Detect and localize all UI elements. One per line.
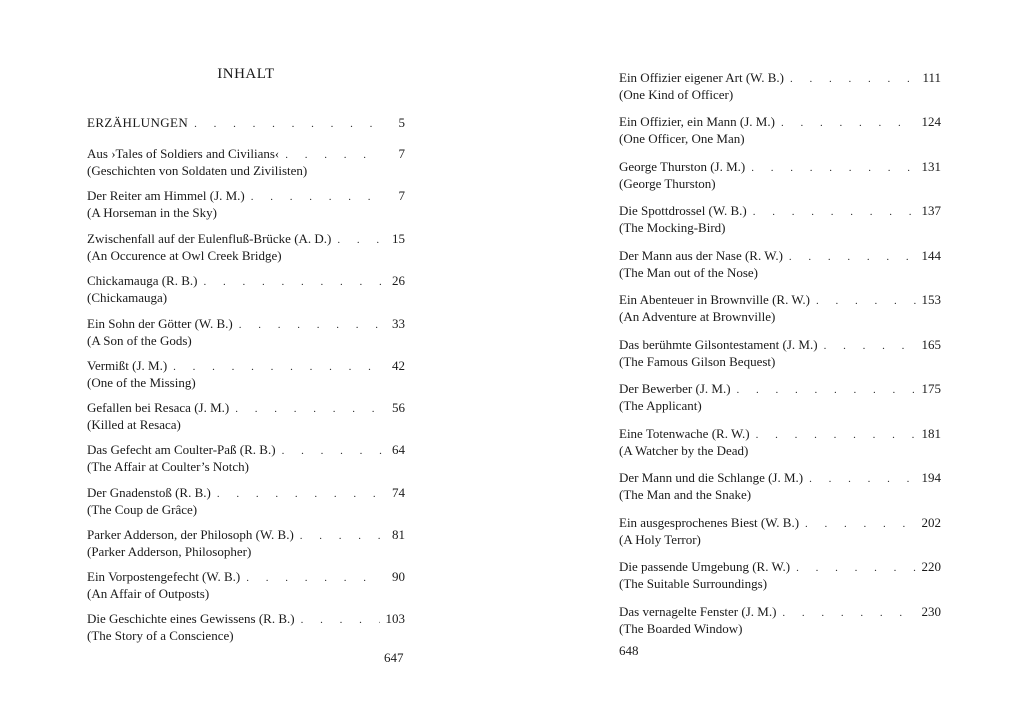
toc-entry (619, 381, 941, 413)
entry-page-number: 90 (392, 569, 405, 584)
dot-leader (805, 517, 915, 532)
entry-original-title: (The Boarded Window) (619, 621, 743, 636)
entry-title: Der Gnadenstoß (R. B.) (87, 485, 211, 500)
entry-original-title: (Geschichten von Soldaten und Zivilisten) (87, 163, 308, 178)
toc-entry (619, 426, 941, 458)
entry-title: Vermißt (J. M.) (87, 358, 168, 373)
entry-original-title: (Parker Adderson, Philosopher) (87, 544, 252, 559)
toc-entry (87, 358, 405, 390)
entry-title: Der Bewerber (J. M.) (619, 381, 731, 396)
entry-page-number: 124 (921, 114, 941, 129)
section-heading (87, 115, 405, 131)
entry-original-title: (Killed at Resaca) (87, 417, 181, 432)
entry-original-title: (The Affair at Coulter’s Notch) (87, 459, 249, 474)
dot-leader (285, 148, 383, 163)
entry-page-number: 64 (392, 442, 405, 457)
entry-original-title: (The Story of a Conscience) (87, 628, 234, 643)
toc-entry (87, 316, 405, 348)
entry-original-title: (An Affair of Outposts) (87, 586, 210, 601)
entry-page-number: 144 (921, 248, 941, 263)
entry-title: Chickamauga (R. B.) (87, 273, 198, 288)
entry-original-title: (A Holy Terror) (619, 532, 701, 547)
entry-original-title: (The Famous Gilson Bequest) (619, 354, 776, 369)
entry-title: Der Mann und die Schlange (J. M.) (619, 470, 804, 485)
toc-entry (87, 527, 405, 559)
entry-page-number: 220 (921, 559, 941, 574)
entry-page-number: 33 (392, 316, 405, 331)
right-page (510, 0, 1020, 724)
toc-entry (619, 159, 941, 191)
toc-entry (619, 604, 941, 636)
entry-page-number: 7 (398, 146, 405, 161)
dot-leader (782, 606, 915, 621)
entry-title: Gefallen bei Resaca (J. M.) (87, 400, 230, 415)
entry-original-title: (Chickamauga) (87, 290, 168, 305)
entry-title: Das vernagelte Fenster (J. M.) (619, 604, 777, 619)
toc-entry (87, 231, 405, 263)
entry-page-number: 153 (921, 292, 941, 307)
entry-original-title: (An Occurence at Owl Creek Bridge) (87, 248, 282, 263)
entry-page-number: 181 (921, 426, 941, 441)
toc-entry (87, 146, 405, 178)
entry-page-number: 137 (921, 203, 941, 218)
entry-original-title: (The Suitable Surroundings) (619, 576, 768, 591)
entry-title: Das berühmte Gilsontestament (J. M.) (619, 337, 818, 352)
entry-original-title: (The Coup de Grâce) (87, 502, 198, 517)
toc-entry (619, 292, 941, 324)
toc-entry (87, 400, 405, 432)
toc-entry (619, 203, 941, 235)
dot-leader (282, 444, 383, 459)
toc-entry (87, 485, 405, 517)
entry-original-title: (One Kind of Officer) (619, 87, 734, 102)
entry-original-title: (The Man out of the Nose) (619, 265, 758, 280)
page-title: INHALT (217, 66, 275, 82)
section-page-number: 5 (398, 115, 405, 130)
entry-page-number: 15 (392, 231, 405, 246)
entry-title: Ein Sohn der Götter (W. B.) (87, 316, 233, 331)
dot-leader (235, 402, 383, 417)
entry-page-number: 111 (922, 70, 941, 85)
dot-leader (251, 190, 383, 205)
dot-leader (751, 161, 915, 176)
dot-leader (809, 472, 915, 487)
entry-original-title: (A Son of the Gods) (87, 333, 192, 348)
entry-title: Ein Offizier eigener Art (W. B.) (619, 70, 784, 85)
entry-page-number: 56 (392, 400, 405, 415)
dot-leader (246, 571, 383, 586)
entry-original-title: (A Watcher by the Dead) (619, 443, 749, 458)
page-number-left: 647 (384, 650, 404, 665)
page-number-right: 648 (619, 643, 639, 658)
toc-entry (87, 188, 405, 220)
toc-entry (619, 559, 941, 591)
entry-original-title: (The Applicant) (619, 398, 702, 413)
entry-original-title: (George Thurston) (619, 176, 716, 191)
entry-title: Der Reiter am Himmel (J. M.) (87, 188, 245, 203)
dot-leader (194, 118, 383, 130)
entry-title: Die passende Umgebung (R. W.) (619, 559, 791, 574)
dot-leader (239, 318, 383, 333)
entry-title: Ein Vorpostengefecht (W. B.) (87, 569, 241, 584)
dot-leader (753, 205, 916, 220)
entry-page-number: 74 (392, 485, 405, 500)
entry-original-title: (An Adventure at Brownville) (619, 309, 776, 324)
toc-entry (87, 569, 405, 601)
entry-original-title: (One Officer, One Man) (619, 131, 745, 146)
dot-leader (301, 613, 380, 628)
dot-leader (337, 233, 383, 248)
toc-entry (619, 470, 941, 502)
dot-leader (756, 428, 916, 443)
entry-page-number: 7 (398, 188, 405, 203)
dot-leader (816, 294, 915, 309)
entry-page-number: 230 (921, 604, 941, 619)
dot-leader (300, 529, 383, 544)
toc-entry (619, 70, 941, 102)
entry-page-number: 103 (385, 611, 405, 626)
dot-leader (789, 250, 916, 265)
entry-title: Die Spottdrossel (W. B.) (619, 203, 747, 218)
entry-title: Der Mann aus der Nase (R. W.) (619, 248, 783, 263)
entry-title: Parker Adderson, der Philosoph (W. B.) (87, 527, 294, 542)
entry-page-number: 26 (392, 273, 405, 288)
toc-entry (87, 611, 405, 643)
dot-leader (790, 72, 916, 87)
toc-entry (619, 248, 941, 280)
dot-leader (203, 275, 383, 290)
entry-title: Ein Abenteuer in Brownville (R. W.) (619, 292, 811, 307)
entry-original-title: (The Man and the Snake) (619, 487, 752, 502)
toc-entry (619, 337, 941, 369)
dot-leader (824, 339, 916, 354)
entry-page-number: 202 (921, 515, 941, 530)
entry-page-number: 194 (921, 470, 941, 485)
dot-leader (737, 383, 916, 398)
entry-page-number: 42 (392, 358, 405, 373)
dot-leader (796, 561, 915, 576)
entry-title: Eine Totenwache (R. W.) (619, 426, 750, 441)
toc-entry (619, 515, 941, 547)
entry-page-number: 175 (921, 381, 941, 396)
dot-leader (217, 487, 383, 502)
toc-entry (619, 114, 941, 146)
entry-title: Ein ausgesprochenes Biest (W. B.) (619, 515, 800, 530)
entry-title: Aus ›Tales of Soldiers and Civilians‹ (87, 146, 280, 161)
dot-leader (173, 360, 383, 375)
entry-original-title: (One of the Missing) (87, 375, 196, 390)
entry-original-title: (A Horseman in the Sky) (87, 205, 217, 220)
entry-original-title: (The Mocking-Bird) (619, 220, 726, 235)
entry-title: Die Geschichte eines Gewissens (R. B.) (87, 611, 295, 626)
entry-title: Ein Offizier, ein Mann (J. M.) (619, 114, 775, 129)
entry-page-number: 165 (921, 337, 941, 352)
dot-leader (781, 116, 916, 131)
entry-title: Zwischenfall auf der Eulenfluß-Brücke (A. D.) (87, 231, 332, 246)
toc-entry (87, 273, 405, 305)
entry-page-number: 131 (921, 159, 941, 174)
entry-page-number: 81 (392, 527, 405, 542)
toc-entry (87, 442, 405, 474)
entry-title: George Thurston (J. M.) (619, 159, 746, 174)
section-title: ERZÄHLUNGEN (87, 115, 189, 130)
entry-title: Das Gefecht am Coulter-Paß (R. B.) (87, 442, 276, 457)
